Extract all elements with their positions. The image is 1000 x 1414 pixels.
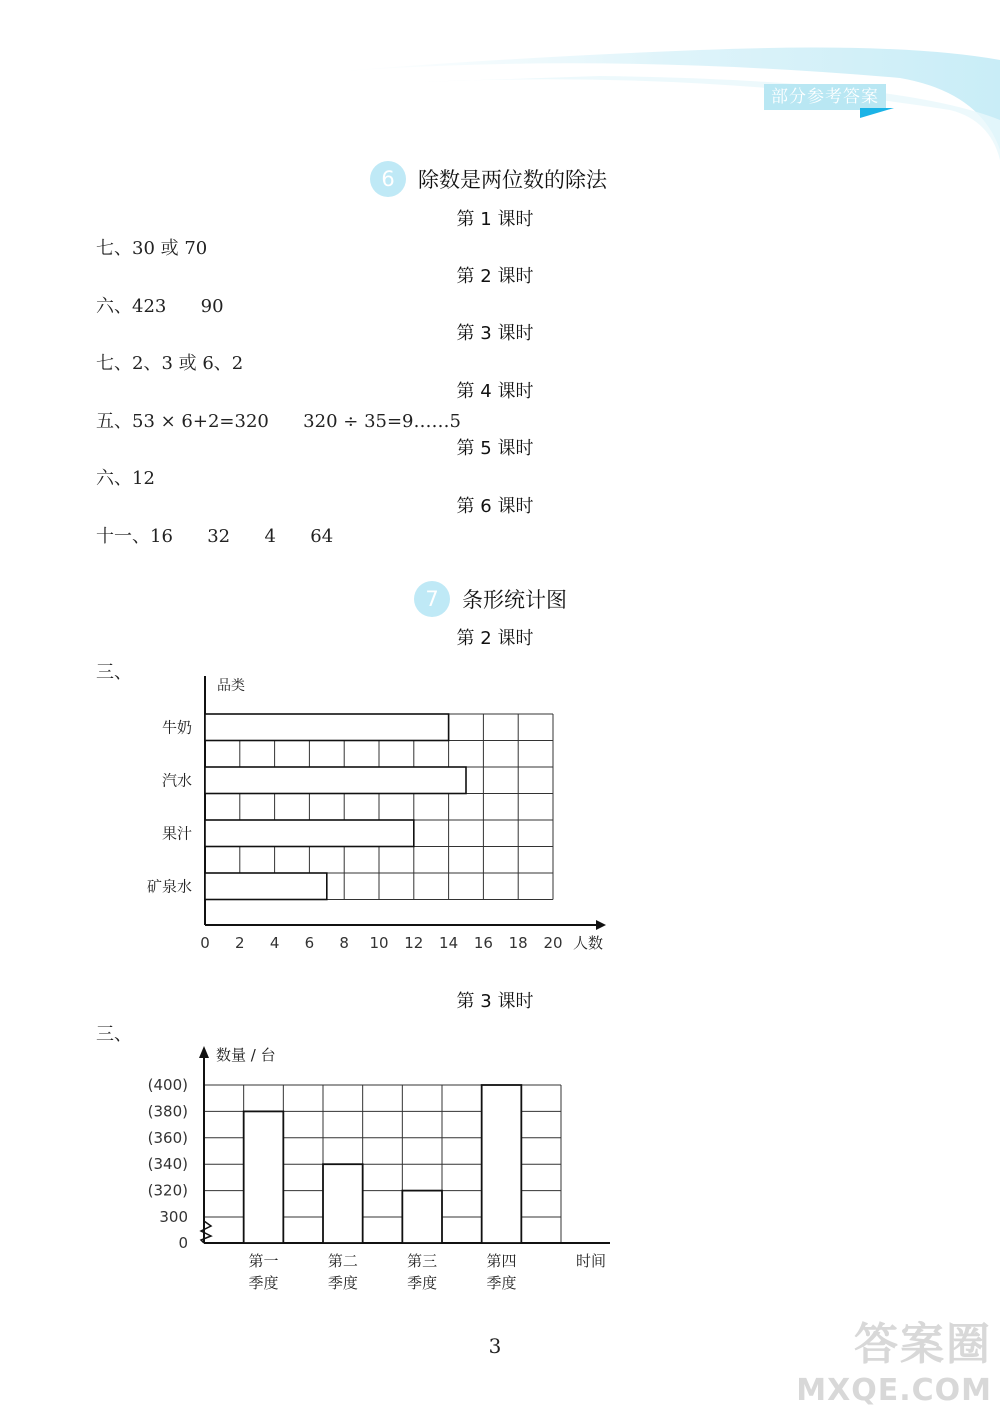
category-label [328, 1252, 358, 1292]
section-title: 除数是两位数的除法 [418, 168, 607, 192]
tick-label: 4 [269, 934, 280, 952]
category-label: 牛奶 [161, 718, 192, 737]
section-number-badge: 6 [370, 161, 406, 197]
lesson-label: 第 6 课时 [456, 496, 534, 517]
answer-line: 七、2、3 或 6、2 [96, 353, 244, 374]
watermark-logo: 答案圈 [854, 1319, 992, 1370]
answer-line: 六、423 90 [96, 296, 224, 317]
category-label: 果汁 [161, 824, 192, 843]
lesson-label: 第 3 课时 [456, 991, 534, 1012]
tick-label: 2 [235, 934, 245, 952]
tick-label: (360) [147, 1128, 188, 1147]
category-label-line: 季度 [486, 1274, 517, 1292]
category-label-line: 季度 [248, 1274, 279, 1292]
category-label-line: 季度 [327, 1274, 358, 1292]
vertical-bar-chart [0, 1030, 640, 1310]
category-label: 矿泉水 [146, 877, 192, 896]
tick-label: 10 [369, 934, 389, 952]
page-number: 3 [488, 1334, 502, 1358]
answer-line: 五、53 × 6+2=320 320 ÷ 35=9……5 [96, 411, 461, 432]
tick-label: 20 [543, 934, 563, 952]
section-7-heading [414, 581, 567, 617]
tick-label: 0 [178, 1234, 188, 1252]
header-arrow [860, 108, 894, 118]
y-axis-title: 数量 / 台 [216, 1046, 276, 1064]
bar [205, 714, 449, 741]
bar [323, 1164, 363, 1243]
tick-label: 300 [159, 1208, 188, 1226]
tick-label: (340) [147, 1155, 188, 1174]
bar [205, 767, 466, 794]
tick-label: 14 [439, 934, 459, 952]
bar [205, 820, 414, 847]
x-axis-title: 时间 [576, 1252, 607, 1270]
category-label [407, 1252, 437, 1292]
tick-label: (380) [147, 1102, 188, 1121]
answer-line: 十一、16 32 4 64 [96, 526, 334, 547]
category-label-line: 第一 [248, 1252, 279, 1270]
category-label [486, 1252, 516, 1292]
question-prefix: 三、 [96, 662, 132, 683]
tick-label: 6 [304, 934, 315, 952]
x-axis-arrow [596, 920, 606, 930]
tick-label: 12 [404, 934, 424, 952]
bar [482, 1085, 522, 1243]
section-6-heading [370, 161, 607, 197]
category-label: 汽水 [161, 771, 192, 790]
tick-label: 18 [508, 934, 528, 952]
lesson-label: 第 4 课时 [456, 381, 534, 402]
bar [244, 1111, 284, 1243]
category-label [248, 1252, 278, 1292]
question-prefix: 三、 [96, 1024, 132, 1045]
axis-break-mark [201, 1221, 211, 1243]
lesson-label: 第 2 课时 [456, 628, 534, 649]
category-label-line: 季度 [407, 1274, 438, 1292]
header-tag: 部分参考答案 [764, 84, 886, 110]
lesson-label: 第 5 课时 [456, 438, 534, 459]
lesson-label: 第 3 课时 [456, 323, 534, 344]
lesson-label: 第 1 课时 [456, 209, 534, 230]
tick-label: 8 [339, 934, 349, 952]
category-label-line: 第三 [407, 1252, 438, 1270]
watermark-url: MXQE.COM [796, 1373, 992, 1408]
tick-label: (320) [147, 1181, 188, 1200]
tick-label: 0 [200, 934, 210, 952]
answer-line: 六、12 [96, 468, 155, 489]
x-axis-title: 人数 [573, 934, 604, 952]
tick-label: (400) [147, 1076, 188, 1094]
answer-line: 七、30 或 70 [96, 238, 208, 259]
category-label-line: 第二 [327, 1252, 358, 1270]
category-label-line: 第四 [486, 1252, 517, 1270]
lesson-label: 第 2 课时 [456, 266, 534, 287]
section-title: 条形统计图 [462, 588, 567, 612]
y-axis-arrow [199, 1046, 209, 1058]
horizontal-bar-chart [0, 660, 640, 960]
section-number-badge: 7 [414, 581, 450, 617]
tick-label: 16 [473, 934, 493, 952]
y-axis-title: 品类 [217, 678, 245, 694]
bar [402, 1191, 442, 1243]
bar [205, 873, 327, 900]
